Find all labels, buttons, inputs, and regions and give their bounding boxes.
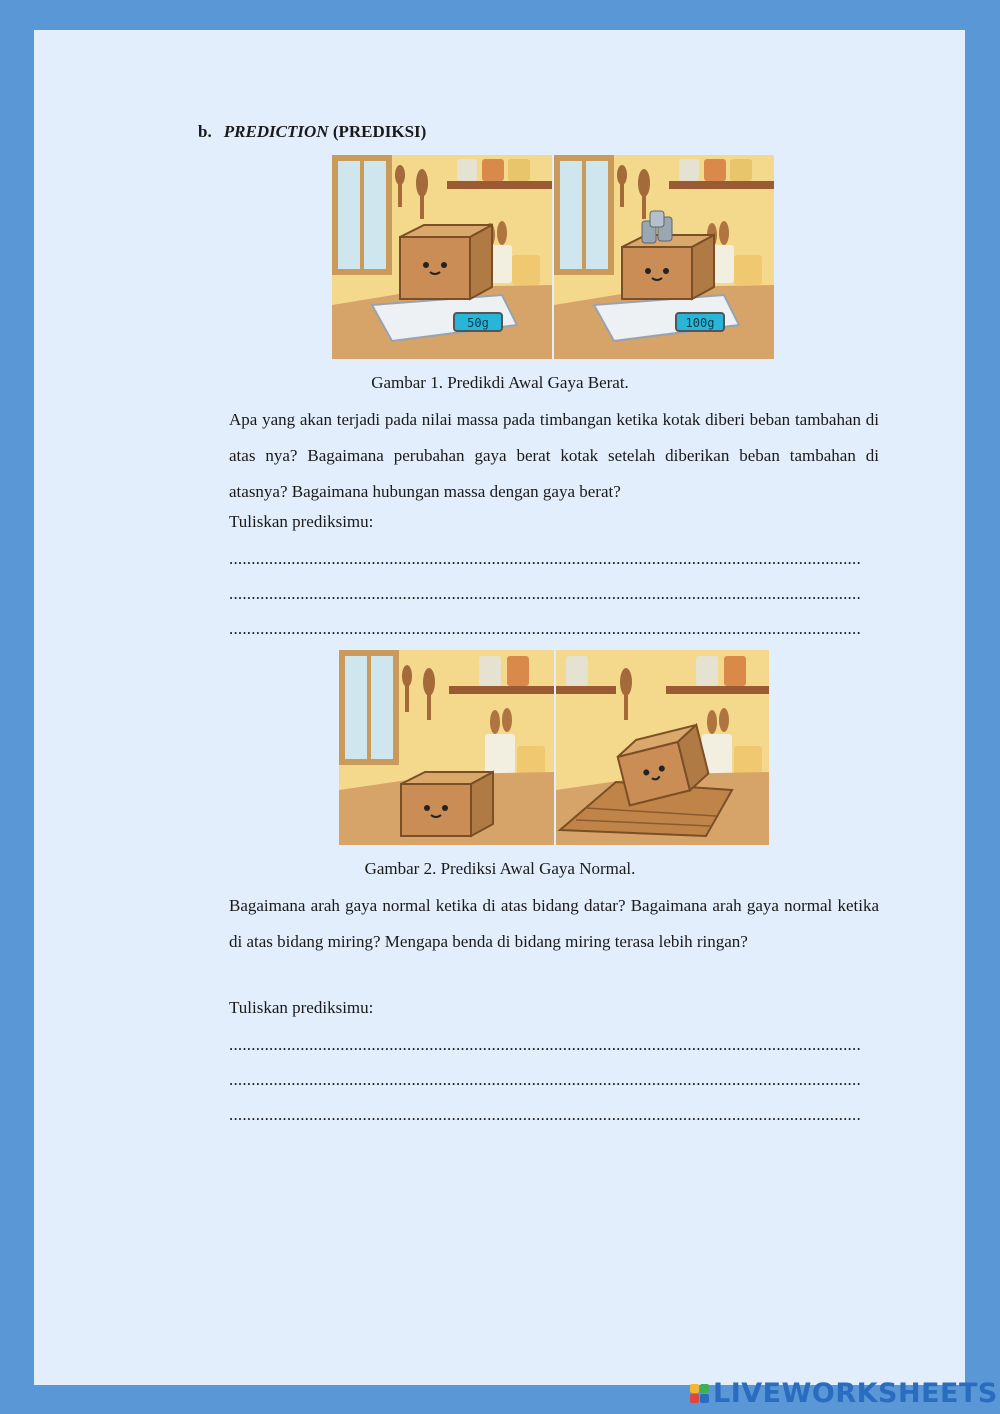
figure-1-caption: Gambar 1. Predikdi Awal Gaya Berat. — [371, 373, 629, 392]
right-scale-reading: 100g — [685, 316, 715, 330]
liveworksheets-logo-icon — [690, 1384, 709, 1403]
box-on-scale-image — [332, 155, 552, 359]
box-on-inclined-plane-image — [556, 650, 769, 845]
logo-text: LIVEWORKSHEETS — [713, 1377, 998, 1409]
answer-line[interactable]: .............................................................................................................................................. — [229, 549, 861, 568]
figure-2-right-panel — [556, 650, 769, 845]
section-letter: b. — [198, 122, 212, 141]
section-title-rest: (PREDIKSI) — [332, 122, 427, 141]
answer-line[interactable]: .............................................................................................................................................. — [229, 584, 861, 603]
section-title-italic: PREDICTION — [223, 122, 329, 141]
figure-1-weight-illustration — [332, 155, 774, 359]
answer-line[interactable]: .............................................................................................................................................. — [229, 619, 861, 638]
question-1-text: Apa yang akan terjadi pada nilai massa pada timbangan ketika kotak diberi beban tambahan di atas nya? Bagaimana perubahan gaya berat kotak setelah diberikan beban tambahan di atasnya? Bagaimana hubungan massa dengan gaya berat? — [229, 410, 879, 501]
answer-line[interactable]: .............................................................................................................................................. — [229, 1035, 861, 1054]
figure-2-normal-force-illustration — [339, 650, 769, 845]
question-1-prompt: Tuliskan prediksimu: — [229, 512, 374, 531]
section-heading — [198, 122, 426, 142]
question-2-text: Bagaimana arah gaya normal ketika di atas bidang datar? Bagaimana arah gaya normal ketika di atas bidang miring? Mengapa benda di bidang miring terasa lebih ringan? — [229, 896, 879, 951]
figure-1-right-panel — [554, 155, 774, 359]
figure-2-caption: Gambar 2. Prediksi Awal Gaya Normal. — [364, 859, 636, 878]
box-on-flat-surface-image — [339, 650, 554, 845]
question-2-prompt: Tuliskan prediksimu: — [229, 998, 374, 1017]
figure-2-left-panel — [339, 650, 554, 845]
liveworksheets-logo[interactable] — [690, 1376, 998, 1410]
answer-line[interactable]: .............................................................................................................................................. — [229, 1070, 861, 1089]
left-scale-reading: 50g — [467, 316, 489, 330]
answer-line[interactable]: .............................................................................................................................................. — [229, 1105, 861, 1124]
box-with-weights-on-scale-image — [554, 155, 774, 359]
figure-1-left-panel — [332, 155, 552, 359]
